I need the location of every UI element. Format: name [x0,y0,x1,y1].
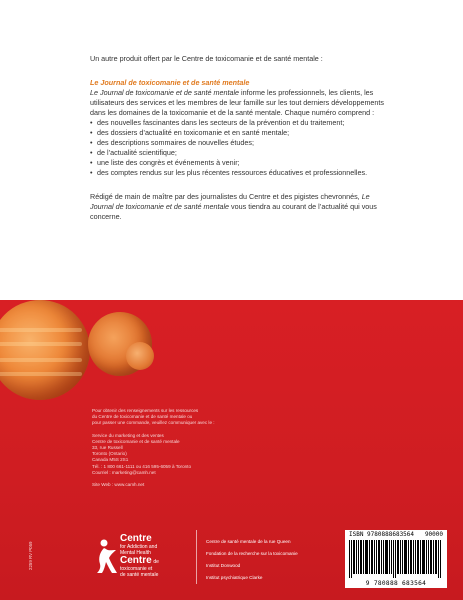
contact-intro [92,408,312,427]
partner-item: Institut psychiatrique Clarke [206,575,263,580]
address-line: Courriel : marketing@camh.net [92,469,156,475]
price-code: 90000 [424,531,443,538]
side-code [28,510,38,570]
journal-description [90,88,390,118]
camh-logo [96,534,188,582]
barcode-icon [349,540,443,578]
website-block [92,482,312,488]
address-line: Toronto (Ontario) [92,451,127,457]
partner-item: Institut Donwood [206,563,241,568]
journal-name-italic: Le Journal de toxicomanie et de santé mentale [90,88,240,97]
planet-illustration-small [126,342,154,370]
intro-text: Un autre produit offert par le Centre de toxicomanie et de santé mentale : [90,54,323,63]
contact-address [92,433,312,476]
logo-line: de [153,559,159,565]
divider [196,530,197,584]
list-item: • une liste des congrès et événements à venir; [90,158,390,168]
contact-intro-line: du Centre de toxicomanie et de santé mentale ou [92,414,193,420]
address-line: Service du marketing et des ventes [92,432,164,438]
address-line: 33, rue Russell [92,445,123,451]
list-item: • des dossiers d’actualité en toxicomanie et en santé mentale; [90,128,390,138]
list-item: • des descriptions sommaires de nouvelles études; [90,138,390,148]
logo-wordmark [120,534,159,578]
closing-part2: vous tiendra au courant de l’actualité qui vous concerne. [90,202,377,221]
journal-description-rest: informe les professionnels, les clients, les utilisateurs des services et les membres de leur famille sur les tout derniers développements dans les domaines de la toxicomanie et de la santé mentale. Chaque numéro comprend : [90,88,385,117]
address-line: Canada M5S 2S1 [92,457,129,463]
website-line: Site Web : www.camh.net [92,482,145,488]
contact-intro-line: Pour obtenir des renseignements sur les ressources [92,408,199,413]
content-list [90,118,390,178]
logo-line: de santé mentale [120,572,159,578]
partner-item: Fondation de la recherche sur la toxicomanie [206,551,298,556]
closing-part1: Rédigé de main de maître par des journalistes du Centre et des pigistes chevronnés, [90,192,362,201]
journal-title: Le Journal de toxicomanie et de santé mentale [90,78,250,87]
list-item: • de l’actualité scientifique; [90,148,390,158]
closing-paragraph [90,192,390,222]
logo-line: toxicomanie et [120,566,153,572]
logo-figure-icon [96,538,118,574]
contact-intro-line: pour passer une commande, veuillez communiquer avec le : [92,420,215,426]
logo-line: for Addiction and [120,544,158,550]
isbn-number: ISBN 9780888683564 [349,531,415,538]
logo-line: Centre [120,533,152,544]
logo-line: Mental Health [120,550,151,556]
contact-info [92,408,312,494]
address-line: Tél. : 1 800 661-1111 ou 416 595-6059 à Toronto [92,463,192,469]
logo-line: Centre [120,555,152,566]
side-code-text: 2259 RV P059 [28,541,33,570]
isbn-barcode [345,530,447,588]
list-item: • des comptes rendus sur les plus récentes ressources éducatives et professionnelles. [90,168,390,178]
partner-item: Centre de santé mentale de la rue Queen [206,539,291,544]
barcode-digits: 9 780888 683564 [365,580,427,587]
closing-journal-italic: Le Journal de toxicomanie et de santé mentale [90,192,370,211]
partner-list [206,536,336,584]
description-text [90,54,390,222]
list-item: • des nouvelles fascinantes dans les secteurs de la prévention et du traitement; [90,118,390,128]
address-line: Centre de toxicomanie et de santé mentale [92,438,180,444]
